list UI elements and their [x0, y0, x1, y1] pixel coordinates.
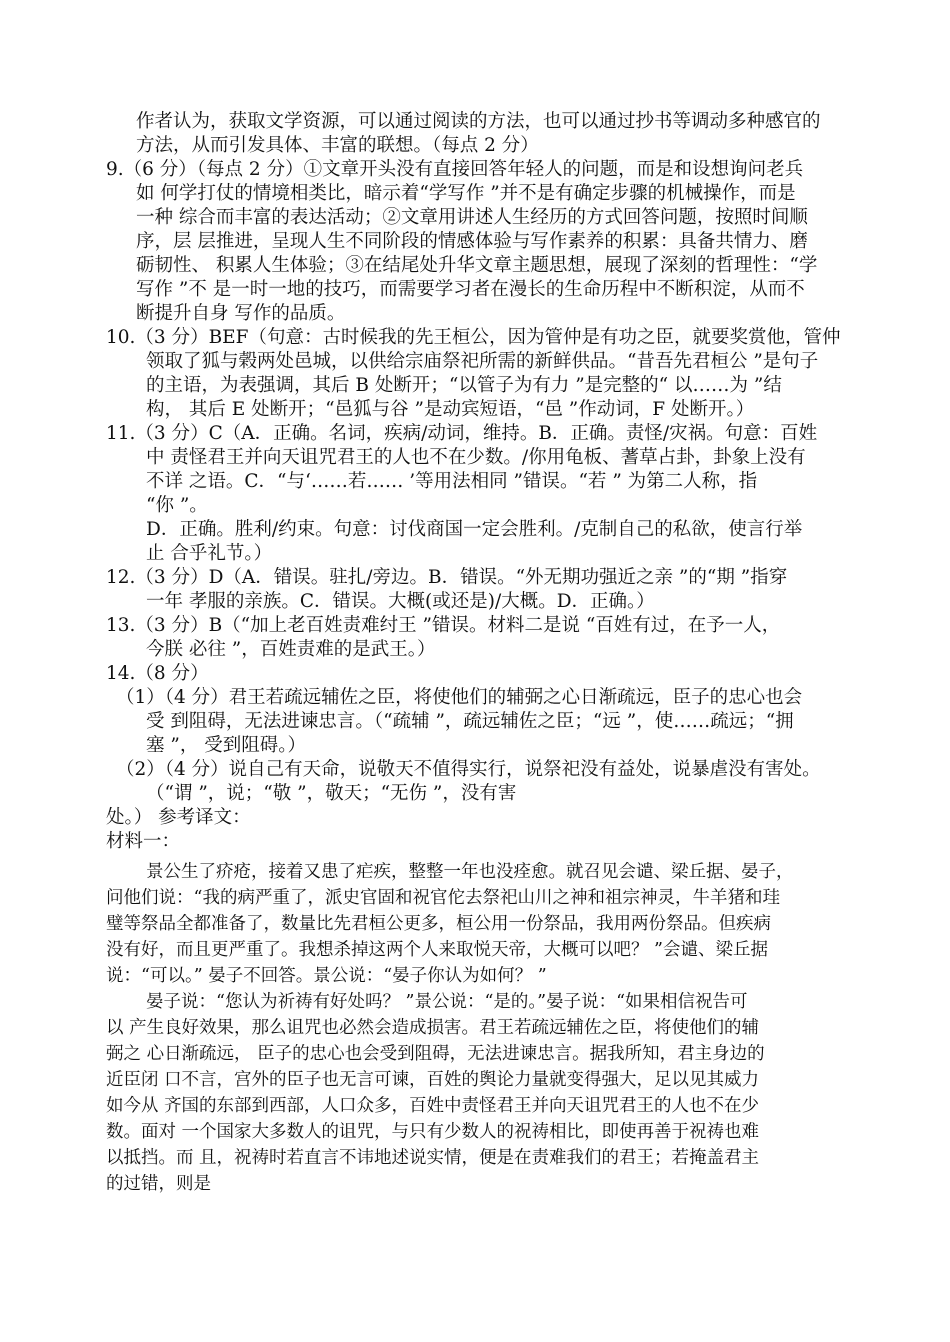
translation-line: 景公生了疥疮，接着又患了疟疾，整整一年也没痊愈。就召见会谴、梁丘据、晏子，	[146, 862, 794, 882]
text-line: 止 合乎礼节。）	[146, 543, 273, 564]
text-line: 如 何学打仗的情境相类比，暗示着“学写作 ”并不是有确定步骤的机械操作，而是	[136, 183, 796, 204]
text-line: 方法，从而引发具体、丰富的联想。（每点 2 分）	[136, 135, 539, 156]
translation-line: 数。面对 一个国家大多数人的诅咒，与只有少数人的祝祷相比，即使再善于祝祷也难	[106, 1122, 760, 1142]
text-line: 构， 其后 E 处断开；“邑狐与谷 ”是动宾短语，“邑 ”作动词，F 处断开。）	[146, 399, 755, 420]
section-heading: 材料一：	[106, 831, 181, 852]
answer-11: 11.（3 分）C（A．正确。名词，疾病/动词，维持。B．正确。责怪/灾祸。句意：百姓	[106, 423, 818, 444]
text-line: D．正确。胜利/约束。句意：讨伐商国一定会胜利。/克制自己的私欲，使言行举	[146, 519, 803, 540]
text-line: 中 责怪君王并向天诅咒君王的人也不在少数。/你用龟板、蓍草占卦，卦象上没有	[146, 447, 806, 468]
answer-13: 13.（3 分）B（“加上老百姓责难纣王 ”错误。材料二是说 “百姓有过，在予一人，	[106, 615, 781, 636]
translation-line: 以抵挡。而 且，祝祷时若直言不讳地述说实情，便是在责难我们的君王；若掩盖君主	[106, 1148, 760, 1168]
translation-line: 说：“可以。” 晏子不回答。景公说：“晏子你认为如何？ ”	[106, 966, 547, 986]
text-line: 一年 孝服的亲族。C．错误。大概(或还是)/大概。D．正确。）	[146, 591, 655, 612]
text-line: 序，层 层推进，呈现人生不同阶段的情感体验与写作素养的积累：具备共情力、磨	[136, 231, 808, 252]
answer-14: 14.（8 分）	[106, 663, 209, 684]
text-line: 一种 综合而丰富的表达活动；②文章用讲述人生经历的方式回答问题，按照时间顺	[136, 207, 808, 228]
translation-line: 以 产生良好效果，那么诅咒也必然会造成损害。君王若疏远辅佐之臣，将使他们的辅	[106, 1018, 760, 1038]
text-line: 塞 ”， 受到阻碍。）	[146, 735, 306, 756]
translation-line: 没有好，而且更严重了。我想杀掉这两个人来取悦天帝，大概可以吧？ ”会谴、梁丘据	[106, 940, 769, 960]
text-line: 断提升自身 写作的品质。	[136, 303, 346, 324]
text-line: 今朕 必往 ”，百姓责难的是武王。）	[146, 639, 436, 660]
text-line: 领取了狐与榖两处邑城，以供给宗庙祭祀所需的新鲜供品。“昔吾先君桓公 ”是句子	[146, 351, 819, 372]
text-line: 作者认为，获取文学资源，可以通过阅读的方法，也可以通过抄书等调动多种感官的	[136, 111, 821, 132]
translation-line: 晏子说：“您认为祈祷有好处吗？ ”景公说：“是的。”晏子说：“如果相信祝告可	[146, 992, 748, 1012]
text-line: （“谓 ”，说；“敬 ”，敬天；“无伤 ”，没有害	[146, 783, 517, 804]
answer-14-part-2: （2）（4 分）说自己有天命，说敬天不值得实行，说祭祀没有益处，说暴虐没有害处。	[116, 759, 821, 780]
answer-12: 12.（3 分）D（A．错误。驻扎/旁边。B．错误。“外无期功强近之亲 ”的“期 ”指穿	[106, 567, 788, 588]
text-line: 砺韧性、 积累人生体验；③在结尾处升华文章主题思想，展现了深刻的哲理性：“学	[136, 255, 818, 276]
translation-line: 如今从 齐国的东部到西部，人口众多，百姓中责怪君王并向天诅咒君王的人也不在少	[106, 1096, 760, 1116]
translation-line: 璧等祭品全都准备了，数量比先君桓公更多，桓公用一份祭品，我用两份祭品。但疾病	[106, 914, 771, 934]
translation-line: 问他们说：“我的病严重了，派史官固和祝官佗去祭祀山川之神和祖宗神灵，牛羊猪和珪	[106, 888, 780, 908]
text-line: 不详 之语。C．“与‘……若…… ’等用法相同 ”错误。“若 ” 为第二人称，指	[146, 471, 758, 492]
translation-line: 弼之 心日渐疏远， 臣子的忠心也会受到阻碍，无法进谏忠言。据我所知，君主身边的	[106, 1044, 765, 1064]
text-line: 写作 ”不 是一时一地的技巧，而需要学习者在漫长的生命历程中不断积淀，从而不	[136, 279, 805, 300]
text-line: 处。） 参考译文：	[106, 807, 251, 828]
text-line: 的主语，为表强调，其后 B 处断开；“以管子为有力 ”是完整的“ 以……为 ”结	[146, 375, 782, 396]
translation-line: 的过错，则是	[106, 1174, 211, 1194]
answer-9: 9.（6 分）（每点 2 分）①文章开头没有直接回答年轻人的问题，而是和设想询问老兵	[106, 159, 804, 180]
text-line: 受 到阻碍，无法进谏忠言。（“疏辅 ”，疏远辅佐之臣；“远 ”，使……疏远；“拥	[146, 711, 794, 732]
answer-14-part-1: （1）（4 分）君王若疏远辅佐之臣，将使他们的辅弼之心日渐疏远，臣子的忠心也会	[116, 687, 803, 708]
answer-10: 10.（3 分）BEF（句意：古时候我的先王桓公，因为管仲是有功之臣，就要奖赏他，管仲	[106, 327, 841, 348]
text-line: “你 ”。	[146, 495, 208, 516]
translation-line: 近臣闭 口不言，宫外的臣子也无言可谏，百姓的舆论力量就变得强大，足以见其威力	[106, 1070, 760, 1090]
